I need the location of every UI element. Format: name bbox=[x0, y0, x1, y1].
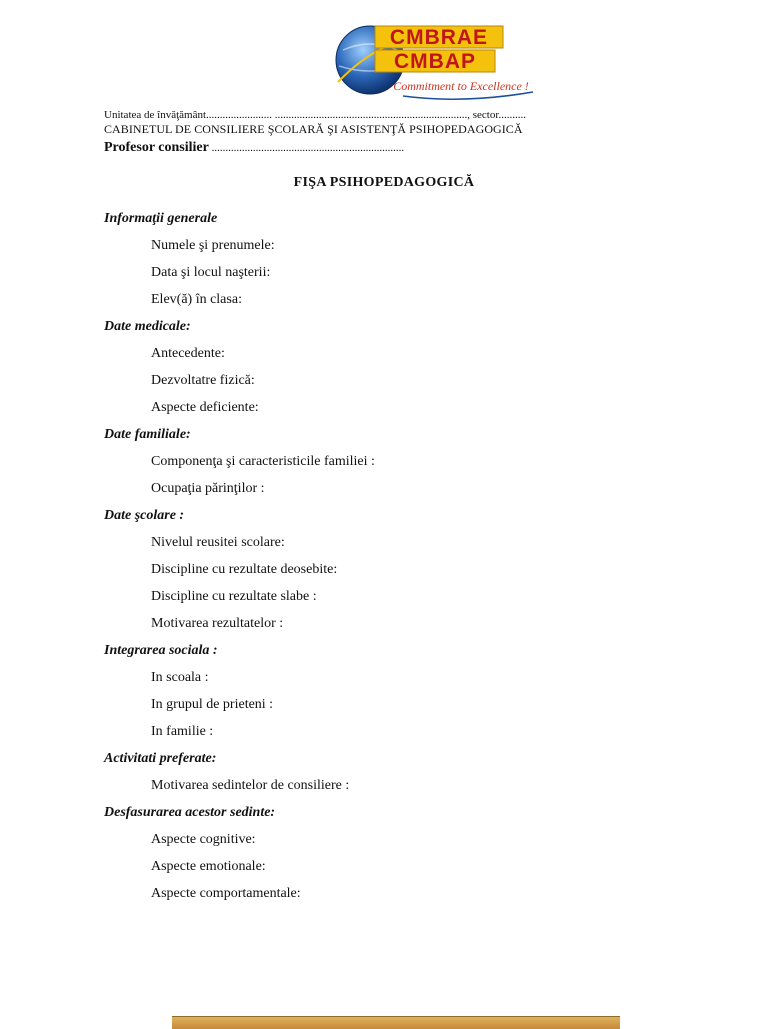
field-label: Aspecte emotionale: bbox=[151, 859, 266, 874]
field-label: Elev(ă) în clasa: bbox=[151, 292, 242, 307]
section-title: Date medicale: bbox=[104, 319, 191, 334]
field-label: Discipline cu rezultate deosebite: bbox=[151, 562, 338, 577]
unit-dots: ........................ ...................................................................... bbox=[206, 109, 468, 121]
cmbrae-logo bbox=[333, 20, 548, 102]
section-date-scolare bbox=[104, 506, 704, 641]
logo-tagline: Commitment to Excellence ! bbox=[393, 79, 529, 93]
sector-label: , sector bbox=[467, 109, 499, 121]
section-title: Integrarea sociala : bbox=[104, 643, 218, 658]
field-label: Antecedente: bbox=[151, 346, 225, 361]
field-label: Aspecte comportamentale: bbox=[151, 886, 301, 901]
form-sections bbox=[104, 209, 704, 911]
sector-dots: .......... bbox=[498, 109, 526, 121]
field-label: Nivelul reusitei scolare: bbox=[151, 535, 285, 550]
section-title: Desfasurarea acestor sedinte: bbox=[104, 805, 276, 820]
field-label: Data şi locul naşterii: bbox=[151, 265, 271, 280]
field-label: Aspecte cognitive: bbox=[151, 832, 256, 847]
section-title: Activitati preferate: bbox=[104, 751, 217, 766]
section-title: Date şcolare : bbox=[104, 508, 185, 523]
field-label: Discipline cu rezultate slabe : bbox=[151, 589, 317, 604]
field-label: In grupul de prieteni : bbox=[151, 697, 274, 712]
field-label: Numele şi prenumele: bbox=[151, 238, 275, 253]
field-label: Motivarea rezultatelor : bbox=[151, 616, 284, 631]
section-activitati-preferate bbox=[104, 749, 704, 803]
section-desfasurarea-sedinte bbox=[104, 803, 704, 911]
document-title: FIŞA PSIHOPEDAGOGICĂ bbox=[293, 175, 475, 190]
profesor-line bbox=[104, 139, 404, 157]
logo-text-cmbrae: CMBRAE bbox=[389, 26, 489, 49]
field-label: In familie : bbox=[151, 724, 214, 739]
section-title: Date familiale: bbox=[104, 427, 191, 442]
field-label: Dezvoltatre fizică: bbox=[151, 373, 255, 388]
field-label: Ocupaţia părinţilor : bbox=[151, 481, 265, 496]
section-informatii-generale bbox=[104, 209, 704, 317]
footer-banner bbox=[172, 1016, 620, 1029]
unit-line bbox=[104, 109, 526, 122]
section-date-medicale bbox=[104, 317, 704, 425]
field-label: Aspecte deficiente: bbox=[151, 400, 259, 415]
profesor-label: Profesor consilier bbox=[104, 140, 209, 155]
section-date-familiale bbox=[104, 425, 704, 506]
field-label: Motivarea sedintelor de consiliere : bbox=[151, 778, 350, 793]
section-title: Informaţii generale bbox=[104, 211, 218, 226]
unit-label: Unitatea de învăţământ bbox=[104, 109, 207, 121]
logo-text-cmbap: CMBAP bbox=[394, 50, 476, 73]
field-label: In scoala : bbox=[151, 670, 209, 685]
field-label: Componenţa şi caracteristicile familiei : bbox=[151, 454, 375, 469]
section-integrarea-sociala bbox=[104, 641, 704, 749]
profesor-dots: ...................................................................... bbox=[208, 142, 405, 154]
cabinet-line: CABINETUL DE CONSILIERE ŞCOLARĂ ŞI ASISTENŢĂ PSIHOPEDAGOGICĂ bbox=[104, 122, 523, 136]
